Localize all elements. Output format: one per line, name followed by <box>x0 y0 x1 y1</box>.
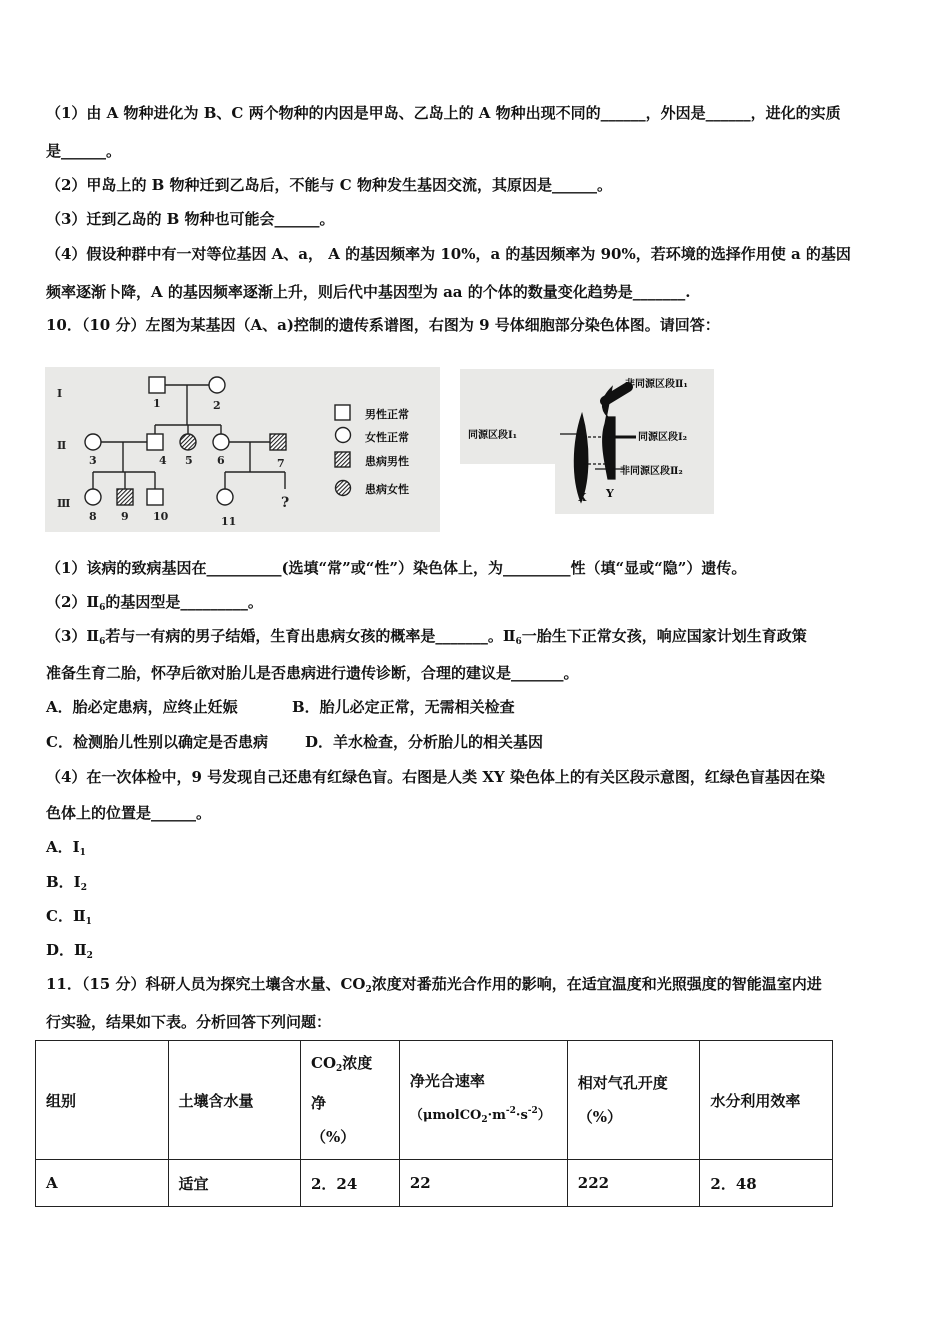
results-table <box>35 1040 833 1207</box>
individual-7 <box>270 434 286 450</box>
svg-text:11: 11 <box>221 515 237 528</box>
individual-3 <box>85 434 101 450</box>
individual-9 <box>117 489 133 505</box>
svg-text:3: 3 <box>89 454 97 467</box>
individual-2 <box>209 377 225 393</box>
table-header-row <box>36 1041 833 1160</box>
legend-female-affected: 患病女性 <box>365 483 409 496</box>
q10-option-b: B．胎儿必定正常，无需相关检查 <box>292 698 515 716</box>
table-cell: 适宜 <box>168 1160 301 1207</box>
q9-part3: （3）迁到乙岛的 B 物种也可能会______。 <box>46 210 335 228</box>
q9-part2: （2）甲岛上的 B 物种迁到乙岛后，不能与 C 物种发生基因交流，其原因是______。 <box>46 176 612 194</box>
q10-choice-b: B．$I_2$ <box>46 873 87 893</box>
individual-1 <box>149 377 165 393</box>
q9-part4-line1: （4）假设种群中有一对等位基因 A、a， A 的基因频率为 10%，a 的基因频率为 90%，若环境的选择作用使 a 的基因 <box>46 245 851 263</box>
pedigree-figure <box>45 367 440 532</box>
q9-part1-line2: 是______。 <box>46 142 122 160</box>
table-cell: A <box>36 1160 169 1207</box>
gen-label-2: Ⅱ <box>57 439 67 452</box>
label-homologous-1-2: 同源区段Ⅰ₂ <box>638 432 688 443</box>
legend-female-normal-icon <box>336 428 351 443</box>
legend-female-normal: 女性正常 <box>365 431 409 444</box>
table-cell: 222 <box>567 1160 700 1207</box>
xy-chromosome-figure <box>460 369 714 514</box>
q10-part3-line2: 准备生育二胎，怀孕后欲对胎儿是否患病进行遗传诊断，合理的建议是_______。 <box>46 664 579 682</box>
svg-text:4: 4 <box>159 454 167 467</box>
q10-option-d: D．羊水检查，分析胎儿的相关基因 <box>305 733 544 751</box>
svg-text:1: 1 <box>153 397 161 410</box>
header-group: 组别 <box>36 1041 169 1160</box>
table-cell: 22 <box>399 1160 567 1207</box>
q10-choice-c: C．$Ⅱ_1$ <box>46 907 92 927</box>
table-cell: 2．48 <box>700 1160 833 1207</box>
svg-text:2: 2 <box>213 399 221 412</box>
label-nonhomologous-2-2: 非同源区段Ⅱ₂ <box>620 466 683 477</box>
legend-male-normal-icon <box>335 405 350 420</box>
svg-text:10: 10 <box>153 510 169 523</box>
svg-text:5: 5 <box>185 454 193 467</box>
q10-part2: $(2)Ⅱ_6$的基因型是_________。 <box>46 593 263 613</box>
legend-female-affected-icon <box>336 481 351 496</box>
q10-part3-line1: $(3)Ⅱ_6$若与一有病的男子结婚，生育出患病女孩的概率是_______。$Ⅱ_6$一胎生下正常女孩，响应国家计划生育政策 <box>46 627 807 647</box>
header-water-use-efficiency: 水分利用效率 <box>700 1041 833 1160</box>
header-net-photosynthesis: 净光合速率 $(\mu molCO_2\cdot m^{-2}\cdot s^{-2})$ <box>399 1041 567 1160</box>
header-soil-water: 土壤含水量 <box>168 1041 301 1160</box>
svg-text:?: ? <box>281 495 290 511</box>
svg-text:9: 9 <box>121 510 129 523</box>
individual-8 <box>85 489 101 505</box>
q11-stem-line1: 11．（15 分）科研人员为探究土壤含水量、$CO_2$浓度对番茄光合作用的影响，在适宜温度和光照强度的智能温室内进 <box>46 975 822 995</box>
svg-text:6: 6 <box>217 454 225 467</box>
legend-male-affected-icon <box>335 452 350 467</box>
table-row <box>36 1160 833 1207</box>
header-stomatal-opening: 相对气孔开度 （%） <box>567 1041 700 1160</box>
legend-male-normal: 男性正常 <box>365 408 409 421</box>
q9-part1-line1: （1）由 A 物种进化为 B、C 两个物种的内因是甲岛、乙岛上的 A 物种出现不同的______，外因是______，进化的实质 <box>46 104 841 122</box>
q11-stem-line2: 行实验，结果如下表。分析回答下列问题： <box>46 1013 332 1031</box>
q10-option-c: C．检测胎儿性别以确定是否患病 <box>46 733 268 751</box>
individual-4 <box>147 434 163 450</box>
q10-part4-line1: （4）在一次体检中，9 号发现自己还患有红绿色盲。右图是人类 XY 染色体上的有关区段示意图，红绿色盲基因在染 <box>46 768 825 786</box>
label-x: X <box>578 491 587 504</box>
individual-6 <box>213 434 229 450</box>
q10-stem: 10．（10 分）左图为某基因（A、a)控制的遗传系谱图，右图为 9 号体细胞部分染色体图。请回答： <box>46 316 720 334</box>
individual-10 <box>147 489 163 505</box>
label-homologous-1-1: 同源区段Ⅰ₁ <box>468 430 518 441</box>
individual-5 <box>180 434 196 450</box>
individual-11 <box>217 489 233 505</box>
q10-choice-d: D．$Ⅱ_2$ <box>46 941 93 961</box>
svg-text:8: 8 <box>89 510 97 523</box>
q10-part1: （1）该病的致病基因在__________(选填“常”或“性”）染色体上，为_________性（填“显或“隐”）遗传。 <box>46 559 747 577</box>
q9-part4-line2: 频率逐渐卜降，A 的基因频率逐渐上升，则后代中基因型为 aa 的个体的数量变化趋势是_______. <box>46 283 691 301</box>
label-nonhomologous-2-1: 非同源区段Ⅱ₁ <box>625 379 688 390</box>
q10-option-a: A．胎必定患病，应终止妊娠 <box>46 698 238 716</box>
gen-label-3: Ⅲ <box>57 497 71 510</box>
svg-text:7: 7 <box>277 457 285 470</box>
legend-male-affected: 患病男性 <box>365 455 409 468</box>
table-cell: 2．24 <box>301 1160 400 1207</box>
label-y: Y <box>606 487 614 500</box>
header-co2: $CO_2$浓度 净 （%） <box>301 1041 400 1160</box>
gen-label-1: Ⅰ <box>57 387 63 400</box>
q10-part4-line2: 色体上的位置是______。 <box>46 804 212 822</box>
q10-choice-a: A．$I_1$ <box>46 838 86 858</box>
